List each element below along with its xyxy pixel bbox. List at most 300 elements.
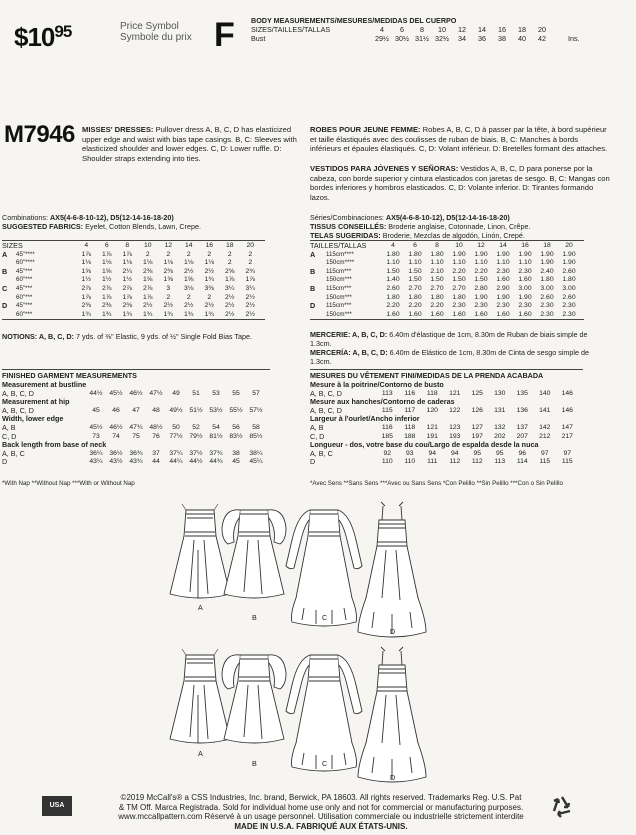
yardage-cell: 3.00: [540, 285, 554, 292]
measurement-cell: 43½: [109, 458, 123, 466]
body-size-cell: 8: [420, 25, 424, 34]
view-letter: D: [310, 301, 316, 311]
measurement-cell: 97: [563, 449, 572, 457]
size-header-cell: 6: [104, 242, 109, 249]
measurement-cell: 121: [426, 424, 438, 431]
body-bust-cell: 40: [518, 34, 526, 43]
yardage-cell: 2.80: [474, 285, 488, 292]
yardage-cell: 1⅞: [143, 293, 153, 301]
yardage-cell: 1⅛: [204, 259, 214, 267]
measurement-cell: 45¼: [249, 458, 263, 466]
yardage-cell: 1.50: [386, 267, 400, 275]
yardage-cell: 1⅞: [81, 293, 91, 301]
yardage-cell: 1.10: [430, 259, 444, 267]
yardage-cell: 3.00: [518, 285, 532, 292]
yardage-cell: 1⅛: [143, 259, 153, 267]
dress-b-back: [222, 655, 286, 743]
dress-d-back: [358, 647, 426, 782]
view-label-c-back: C: [322, 759, 328, 768]
yardage-cell: 2.30: [518, 267, 532, 275]
yardage-cell: 2.30: [496, 302, 510, 310]
measurement-cell: 125: [471, 389, 483, 397]
dress-c-front: [286, 510, 362, 626]
size-header-cell: 6: [413, 242, 417, 249]
yardage-cell: 2.70: [408, 285, 422, 292]
yardage-cell: 1.50: [408, 276, 422, 284]
yardage-cell: 2⅝: [225, 267, 235, 275]
yardage-cell: 2⅜: [122, 302, 132, 310]
body-bust-cell: 29½: [375, 34, 389, 43]
measurement-cell: 193: [449, 432, 461, 440]
measurement-cell: 95: [473, 449, 482, 457]
measurement-cell: 132: [494, 424, 506, 431]
measurement-cell: 37¾: [209, 449, 223, 457]
yardage-cell: 1.60: [452, 310, 466, 318]
fabric-width: 150cm***: [326, 293, 352, 301]
yardage-cell: 3¼: [225, 285, 235, 292]
yardage-cell: 1.60: [518, 276, 532, 284]
yardage-cell: 2½: [225, 302, 235, 310]
yardage-cell: 2½: [245, 310, 255, 318]
measurement-cell: 77½: [169, 432, 183, 440]
yardage-cell: 2½: [245, 293, 255, 301]
measurement-cell: 146: [561, 406, 573, 414]
combinations-en: Combinations: AX5(4-6-8-10-12), D5(12-14-16-18-20): [2, 213, 174, 222]
view-label-a-back: A: [198, 749, 203, 758]
view-label-d-back: D: [390, 773, 396, 782]
measurement-cell: 47: [132, 406, 140, 414]
notions-fr: MERCERIE: A, B, C, D: 6.40m d'élastique de 1cm, 8.30m de Ruban de biais simple de 1.3cm.: [310, 330, 588, 348]
size-header-cell: 4: [84, 242, 89, 249]
body-size-cell: 14: [478, 25, 486, 34]
yardage-cell: 2.20: [474, 267, 488, 275]
measurement-cell: 97: [540, 449, 549, 457]
measurement-cell: 141: [539, 406, 551, 414]
yardage-cell: 1.80: [386, 250, 400, 258]
view-letter: B: [310, 284, 316, 293]
measurement-cell: 126: [471, 406, 483, 414]
measurement-views: A, B, C, D: [2, 388, 34, 398]
yardage-cell: 1.50: [430, 276, 444, 284]
measurement-cell: 113: [494, 458, 506, 466]
measurement-cell: 188: [404, 432, 416, 440]
yardage-cell: 1¾: [143, 310, 153, 318]
yardage-cell: 1.10: [518, 259, 532, 267]
fabric-width: 45"****: [16, 250, 35, 258]
fabric-width: 115cm***: [326, 267, 352, 275]
size-header-cell: 14: [499, 242, 507, 249]
measurement-cell: 146: [561, 389, 573, 397]
yardage-cell: 2½: [163, 302, 173, 310]
dress-c-back: [286, 655, 362, 771]
yardage-cell: 1⅞: [122, 293, 132, 301]
yardage-cell: 2½: [245, 302, 255, 310]
size-header-cell: 12: [164, 242, 173, 249]
measurement-cell: 38: [232, 449, 240, 457]
yardage-cell: 1.90: [540, 250, 554, 258]
measurement-cell: 51: [192, 389, 200, 397]
measurement-views: A, B, C, D: [310, 405, 342, 415]
yardage-cell: 2.30: [540, 302, 554, 310]
yardage-cell: 2⅞: [122, 285, 132, 292]
measurement-views: A, B, C: [310, 448, 333, 458]
yardage-cell: 1⅞: [225, 276, 235, 284]
yardage-cell: 2: [248, 259, 253, 267]
measurement-cell: 49: [172, 389, 180, 397]
yardage-cell: 2: [207, 293, 212, 301]
yardage-cell: 2: [166, 293, 171, 301]
table-rule: [2, 319, 265, 320]
yardage-cell: 1.10: [452, 259, 466, 267]
size-header-cell: 20: [246, 242, 255, 249]
measurement-cell: 114: [516, 458, 528, 466]
nap-footnote-en: *With Nap **Without Nap ***With or Without Nap: [2, 480, 135, 487]
yardage-cell: 1.10: [474, 259, 488, 267]
bust-label: Bust: [251, 34, 266, 43]
yardage-cell: 2¼: [122, 267, 132, 275]
body-bust-cell: 42: [538, 34, 546, 43]
yardage-cell: 1.40: [386, 276, 400, 284]
size-header-cell: 14: [184, 242, 193, 249]
measurement-cell: 127: [471, 424, 483, 431]
yardage-cell: 2⅜: [143, 267, 153, 275]
price-letter: F: [214, 16, 235, 54]
measurement-cell: 46½: [109, 424, 123, 431]
yardage-cell: 1.80: [430, 250, 444, 258]
body-bust-cell: 32½: [435, 34, 449, 43]
measurement-views: A, B: [310, 423, 324, 432]
body-bust-cell: 30½: [395, 34, 409, 43]
measurement-cell: 56: [232, 424, 240, 431]
measurement-cell: 44½: [189, 458, 203, 466]
yardage-cell: 2.10: [430, 267, 444, 275]
view-label-b-back: B: [252, 759, 257, 768]
pattern-number: M7946: [4, 121, 75, 148]
yardage-cell: 1.80: [386, 293, 400, 301]
measurement-cell: 130: [494, 389, 506, 397]
body-size-cell: 18: [518, 25, 526, 34]
measurement-cell: 54: [212, 424, 220, 431]
yardage-cell: 1.90: [518, 250, 532, 258]
yardage-cell: 1.80: [430, 293, 444, 301]
fabrics-fr: TISSUS CONSEILLÉS: Broderie anglaise, Cotonnade, Linon, Crêpe.: [310, 222, 531, 231]
measurement-cell: 44: [152, 458, 160, 466]
yardage-cell: 2: [186, 293, 191, 301]
yardage-cell: 1.80: [452, 293, 466, 301]
yardage-cell: 1¾: [81, 310, 91, 318]
measurement-cell: 191: [426, 432, 438, 440]
yardage-cell: 1.80: [408, 250, 422, 258]
yardage-cell: 2.70: [430, 285, 444, 292]
measurement-views: A, B: [2, 423, 16, 432]
yardage-cell: 1¾: [122, 310, 132, 318]
yardage-cell: 2.30: [452, 302, 466, 310]
measurement-cell: 53½: [209, 406, 223, 414]
size-header-cell: 20: [565, 242, 573, 249]
measurement-cell: 110: [381, 458, 393, 466]
yardage-cell: 1.10: [496, 259, 510, 267]
measurement-cell: 92: [383, 449, 392, 457]
measurement-cell: 207: [516, 432, 528, 440]
measurement-cell: 75: [132, 432, 140, 440]
yardage-cell: 1⅝: [184, 276, 194, 284]
measurement-heading: Measurement at hip: [2, 397, 70, 407]
yardage-cell: 2: [227, 250, 232, 258]
size-header-cell: 8: [435, 242, 439, 249]
measurement-cell: 85½: [249, 432, 263, 440]
body-size-cell: 20: [538, 25, 546, 34]
measurement-cell: 93: [405, 449, 414, 457]
yardage-cell: 2½: [225, 310, 235, 318]
yardage-cell: 2: [186, 250, 191, 258]
yardage-cell: 1.60: [408, 310, 422, 318]
measurement-cell: 73: [92, 432, 100, 440]
measurement-cell: 43¾: [129, 458, 143, 466]
view-label-b: B: [252, 613, 257, 622]
measurement-cell: 45: [92, 406, 100, 414]
yardage-cell: 2.30: [518, 302, 532, 310]
measurement-cell: 131: [494, 406, 506, 414]
yardage-cell: 1⅛: [163, 259, 173, 267]
yardage-cell: 1¾: [102, 310, 112, 318]
table-rule: [310, 369, 583, 370]
measurement-views: A, B, C, D: [2, 405, 34, 415]
yardage-cell: 1¾: [184, 310, 194, 318]
measurement-cell: 147: [561, 424, 573, 431]
fabric-width: 45"***: [16, 267, 33, 275]
measurement-cell: 112: [449, 458, 461, 466]
fabric-width: 60"***: [16, 293, 33, 301]
table-rule: [2, 240, 265, 241]
yardage-cell: 1⅛: [81, 259, 91, 267]
measurement-views: C, D: [310, 431, 325, 441]
yardage-cell: 2½: [143, 302, 153, 310]
fabric-width: 150cm***: [326, 276, 352, 284]
size-header-cell: 10: [455, 242, 463, 249]
measurement-heading: Mesure à la poitrine/Contorno de busto: [310, 380, 444, 389]
measurement-cell: 47¾: [129, 424, 143, 431]
yardage-cell: 2½: [184, 302, 194, 310]
finished-title: FINISHED GARMENT MEASUREMENTS: [2, 371, 137, 380]
yardage-cell: 1.90: [496, 293, 510, 301]
description-fr: ROBES POUR JEUNE FEMME: Robes A, B, C, D à passer par la tête, à bord supérieur et taille élastiqués avec des coulisses de ruban de biais. B, C: Manches à bords inférieurs et épaules élastiqués. C, D: Volant inférieur. D: Bretelles formant des attaches.: [310, 125, 608, 154]
measurement-cell: 36¼: [89, 449, 103, 457]
measurement-heading: Largeur à l'ourlet/Ancho inferior: [310, 414, 420, 424]
fabric-width: 115cm***: [326, 302, 352, 310]
measurement-cell: 118: [426, 389, 438, 397]
measurement-cell: 116: [381, 424, 393, 431]
measurement-cell: 58: [252, 424, 260, 431]
yardage-cell: 3⅛: [184, 285, 194, 292]
yardage-cell: 1.80: [562, 276, 576, 284]
measurement-views: D: [310, 457, 316, 467]
fabric-width: 45"***: [16, 285, 33, 292]
yardage-cell: 2.20: [408, 302, 422, 310]
measurement-cell: 185: [381, 432, 393, 440]
yardage-cell: 1½: [81, 276, 91, 284]
measurement-cell: 47½: [149, 389, 163, 397]
yardage-cell: 3⅜: [204, 285, 214, 292]
yardage-cell: 2½: [184, 267, 194, 275]
measurement-cell: 142: [539, 424, 551, 431]
fabric-width: 150cm***: [326, 310, 352, 318]
yardage-cell: 1⅝: [163, 276, 173, 284]
measurement-cell: 94: [428, 449, 437, 457]
view-letter: B: [310, 266, 316, 276]
yardage-cell: 1½: [102, 276, 112, 284]
yardage-cell: 1.90: [518, 293, 532, 301]
measurement-cell: 48: [152, 406, 160, 414]
price-symbol-label: Price Symbol Symbole du prix: [120, 21, 192, 43]
measurement-cell: 46: [112, 406, 120, 414]
measurement-cell: 113: [381, 389, 393, 397]
yardage-cell: 2½: [204, 267, 214, 275]
measurement-views: C, D: [2, 431, 17, 441]
fabric-width: 115cm***: [326, 285, 352, 292]
measurement-cell: 48½: [149, 424, 163, 431]
price: $\$10^{95}$: [14, 22, 72, 52]
fabric-width: 60"***: [16, 310, 33, 318]
recycle-icon: [548, 793, 576, 821]
copyright-block: ©2019 McCall's® a CSS Industries, Inc. brand, Berwick, PA 18603. All rights reserved. Trademarks Reg. U.S. Pat & TM Off. Marca Registrada. Sold for individual home use only and not for commercial or manufacturing purposes. www.mccallpattern.com Réservé à un usage personnel. Utilisation commerciale ou industrielle strictement interdite MADE IN U.S.A. FABRIQUÉ AUX ÉTATS-UNIS.: [118, 793, 524, 831]
measurement-heading: Measurement at bustline: [2, 380, 87, 389]
body-size-cell: 16: [498, 25, 506, 34]
measurement-cell: 36½: [109, 449, 123, 457]
yardage-cell: 2½: [225, 293, 235, 301]
yardage-cell: 1⅝: [102, 267, 112, 275]
yardage-cell: 1⅝: [143, 276, 153, 284]
yardage-cell: 2½: [204, 302, 214, 310]
fabric-width: 60"***: [16, 276, 33, 284]
yardage-cell: 1¾: [204, 310, 214, 318]
measurement-cell: 53: [212, 389, 220, 397]
body-size-cell: 6: [400, 25, 404, 34]
size-header-cell: 12: [477, 242, 485, 249]
measurement-cell: 37¼: [169, 449, 183, 457]
yardage-cell: 1.90: [562, 259, 576, 267]
yardage-cell: 1⅞: [245, 276, 255, 284]
measurement-cell: 115: [539, 458, 551, 466]
measurement-cell: 50: [172, 424, 180, 431]
description-es: VESTIDOS PARA JÓVENES Y SEÑORAS: Vestidos A, B, C, D para ponerse por la cabeza, con borde superior y cintura elasticados con jaretas de sesgo. B, C: Mangas con bordes inferiores y hombros elasticados. C, D: Volante inferior. D: Tirantes formando lazos.: [310, 164, 610, 202]
view-letter: A: [2, 249, 8, 259]
body-size-cell: 10: [438, 25, 446, 34]
yardage-cell: 1.90: [496, 250, 510, 258]
measurement-cell: 46½: [129, 389, 143, 397]
yardage-cell: 2⅜: [102, 302, 112, 310]
size-header-label: TAILLES/TALLAS: [310, 241, 367, 250]
yardage-cell: 2⅜: [163, 267, 173, 275]
view-letter: A: [310, 249, 316, 259]
yardage-cell: 1⅛: [184, 259, 194, 267]
body-bust-cell: 36: [478, 34, 486, 43]
yardage-cell: 1⅛: [102, 259, 112, 267]
measurement-cell: 122: [449, 406, 461, 414]
body-bust-cell: 34: [458, 34, 466, 43]
yardage-cell: 2: [166, 250, 171, 258]
yardage-cell: 2.30: [496, 267, 510, 275]
measurement-cell: 55: [232, 389, 240, 397]
dress-d-front: [358, 502, 426, 637]
yardage-cell: 1.80: [540, 276, 554, 284]
notions-en: NOTIONS: A, B, C, D: 7 yds. of ⅜" Elastic, 9 yds. of ½" Single Fold Bias Tape.: [2, 332, 252, 341]
measurement-cell: 115: [381, 406, 393, 414]
body-size-cell: 4: [380, 25, 384, 34]
measurement-cell: 197: [471, 432, 483, 440]
yardage-cell: 2.60: [562, 267, 576, 275]
made-in-usa-flag: USA: [42, 796, 72, 816]
measurement-cell: 116: [404, 389, 416, 397]
body-bust-cell: 31½: [415, 34, 429, 43]
measurement-cell: 52: [192, 424, 200, 431]
measurement-cell: 202: [494, 432, 506, 440]
measurement-cell: 45½: [89, 424, 103, 431]
body-measurements-title: BODY MEASUREMENTS/MESURES/MEDIDAS DEL CUERPO: [251, 16, 457, 25]
fabrics-es: TELAS SUGERIDAS: Broderie, Mezclas de algodón, Linón, Crepé.: [310, 231, 525, 240]
measurement-cell: 44¼: [169, 458, 183, 466]
yardage-cell: 2⅞: [81, 285, 91, 292]
measurement-cell: 212: [539, 432, 551, 440]
measurement-cell: 135: [516, 389, 528, 397]
yardage-cell: 1¾: [163, 310, 173, 318]
description-en: MISSES' DRESSES: Pullover dress A, B, C, D has elasticized upper edge and waist with bias tape casings. B, C: Sleeves with elasticized shoulder and lower edges. C, D: Lower ruffle. D: Shoulder straps extending into ties.: [82, 125, 297, 163]
yardage-cell: 2¾: [245, 267, 255, 275]
measurement-cell: 96: [518, 449, 527, 457]
yardage-cell: 2.20: [430, 302, 444, 310]
yardage-cell: 2.60: [540, 293, 554, 301]
size-header-cell: 10: [143, 242, 152, 249]
yardage-cell: 3.00: [562, 285, 576, 292]
measurement-cell: 137: [516, 424, 528, 431]
view-label-d: D: [390, 627, 396, 636]
measurement-cell: 51½: [189, 406, 203, 414]
measurement-cell: 115: [561, 458, 573, 466]
yardage-cell: 3¼: [245, 285, 255, 292]
measurement-views: D: [2, 457, 8, 467]
size-header-cell: 16: [205, 242, 214, 249]
yardage-cell: 1.50: [474, 276, 488, 284]
view-letter: C: [2, 284, 8, 293]
yardage-cell: 1⅞: [81, 250, 91, 258]
measurement-cell: 118: [404, 424, 416, 431]
finished-title: MESURES DU VÊTEMENT FINI/MEDIDAS DE LA PRENDA ACABADA: [310, 371, 544, 380]
size-header-label: SIZES: [2, 241, 23, 250]
yardage-cell: 1.80: [408, 293, 422, 301]
measurement-cell: 217: [561, 432, 573, 440]
size-header-cell: 16: [521, 242, 529, 249]
measurement-cell: 43¼: [89, 458, 103, 466]
yardage-cell: 2.30: [474, 302, 488, 310]
size-header-cell: 8: [125, 242, 130, 249]
measurement-heading: Back length from base of neck: [2, 440, 107, 450]
measurement-cell: 36¾: [129, 449, 143, 457]
measurement-cell: 74: [112, 432, 120, 440]
yardage-cell: 2.20: [386, 302, 400, 310]
measurement-cell: 45: [232, 458, 240, 466]
measurement-cell: 95: [495, 449, 504, 457]
measurement-views: A, B, C, D: [310, 388, 342, 398]
measurement-heading: Width, lower edge: [2, 414, 64, 424]
yardage-cell: 2.40: [540, 267, 554, 275]
measurement-heading: Longueur - dos, votre base du cou/Largo de espalda desde la nuca: [310, 440, 539, 450]
yardage-cell: 1⅝: [81, 267, 91, 275]
yardage-cell: 1.50: [452, 276, 466, 284]
yardage-cell: 1⅛: [122, 259, 132, 267]
body-bust-cell: 38: [498, 34, 506, 43]
yardage-cell: 1¾: [204, 276, 214, 284]
yardage-cell: 1⅞: [122, 250, 132, 258]
table-rule: [2, 369, 270, 370]
